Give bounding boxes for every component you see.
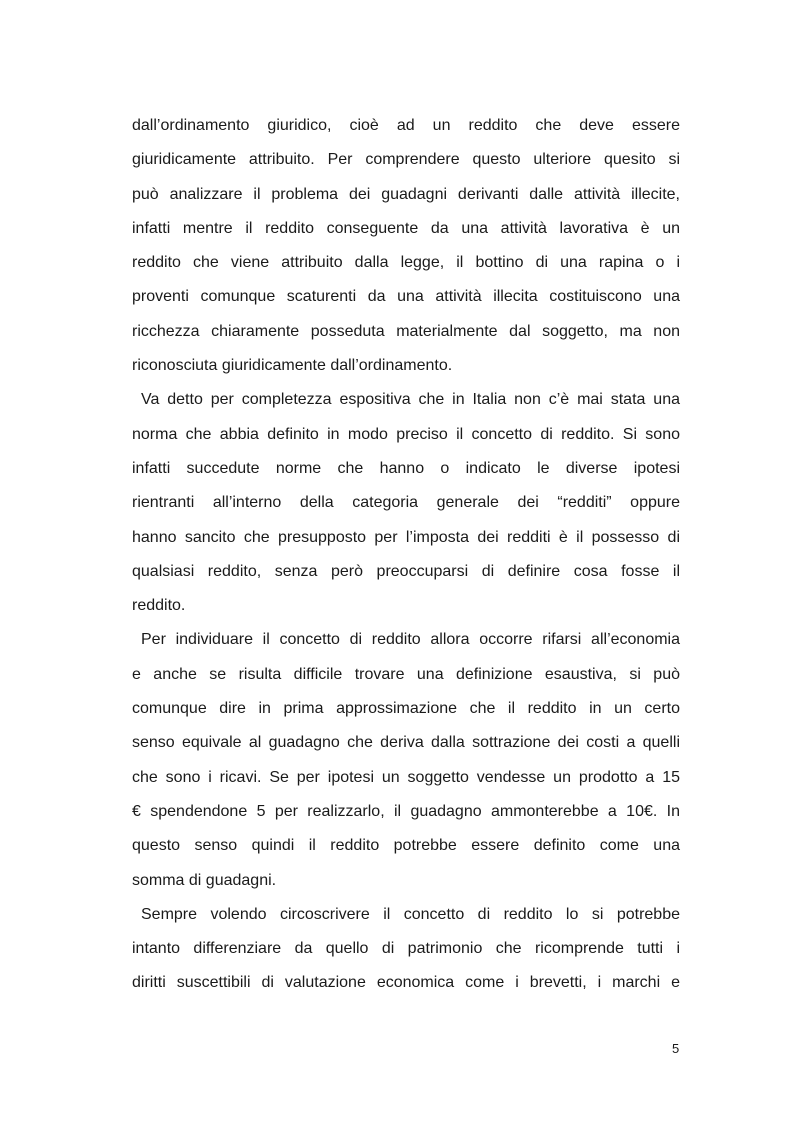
text-line: questo senso quindi il reddito potrebbe essere definito come una xyxy=(132,837,680,855)
text-line: che sono i ricavi. Se per ipotesi un soggetto vendesse un prodotto a 15 xyxy=(132,768,680,786)
text-line: somma di guadagni. xyxy=(132,871,277,889)
text-line: norma che abbia definito in modo preciso il concetto di reddito. Si sono xyxy=(132,425,680,443)
text-line: Sempre volendo circoscrivere il concetto di reddito lo si potrebbe xyxy=(141,905,680,923)
text-line: intanto differenziare da quello di patrimonio che ricomprende tutti i xyxy=(132,940,680,958)
text-line: infatti succedute norme che hanno o indicato le diverse ipotesi xyxy=(132,459,680,477)
text-line: reddito che viene attribuito dalla legge, il bottino di una rapina o i xyxy=(132,254,680,272)
body-text xyxy=(132,109,680,1001)
text-line: riconosciuta giuridicamente dall’ordinamento. xyxy=(132,357,453,375)
text-line: giuridicamente attribuito. Per comprendere questo ulteriore quesito si xyxy=(132,151,680,169)
text-line: reddito. xyxy=(132,597,186,615)
text-line: rientranti all’interno della categoria generale dei “redditi” oppure xyxy=(132,494,680,512)
page-number: 5 xyxy=(672,1041,680,1056)
text-line: diritti suscettibili di valutazione economica come i brevetti, i marchi e xyxy=(132,974,680,992)
text-line: Per individuare il concetto di reddito allora occorre rifarsi all’economia xyxy=(141,631,680,649)
text-line: ricchezza chiaramente posseduta materialmente dal soggetto, ma non xyxy=(132,322,680,340)
text-line: dall’ordinamento giuridico, cioè ad un reddito che deve essere xyxy=(132,117,680,134)
text-line: hanno sancito che presupposto per l’imposta dei redditi è il possesso di xyxy=(132,528,680,546)
text-line: qualsiasi reddito, senza però preoccuparsi di definire cosa fosse il xyxy=(132,562,680,580)
text-line: comunque dire in prima approssimazione che il reddito in un certo xyxy=(132,700,680,718)
text-line: infatti mentre il reddito conseguente da una attività lavorativa è un xyxy=(132,219,680,237)
text-line: Va detto per completezza espositiva che in Italia non c’è mai stata una xyxy=(141,391,680,409)
text-line: € spendendone 5 per realizzarlo, il guadagno ammonterebbe a 10€. In xyxy=(132,802,680,820)
text-line: può analizzare il problema dei guadagni derivanti dalle attività illecite, xyxy=(132,185,680,203)
text-line: proventi comunque scaturenti da una attività illecita costituiscono una xyxy=(132,288,680,306)
text-line: senso equivale al guadagno che deriva dalla sottrazione dei costi a quelli xyxy=(132,734,680,752)
text-line: e anche se risulta difficile trovare una definizione esaustiva, si può xyxy=(132,665,680,683)
